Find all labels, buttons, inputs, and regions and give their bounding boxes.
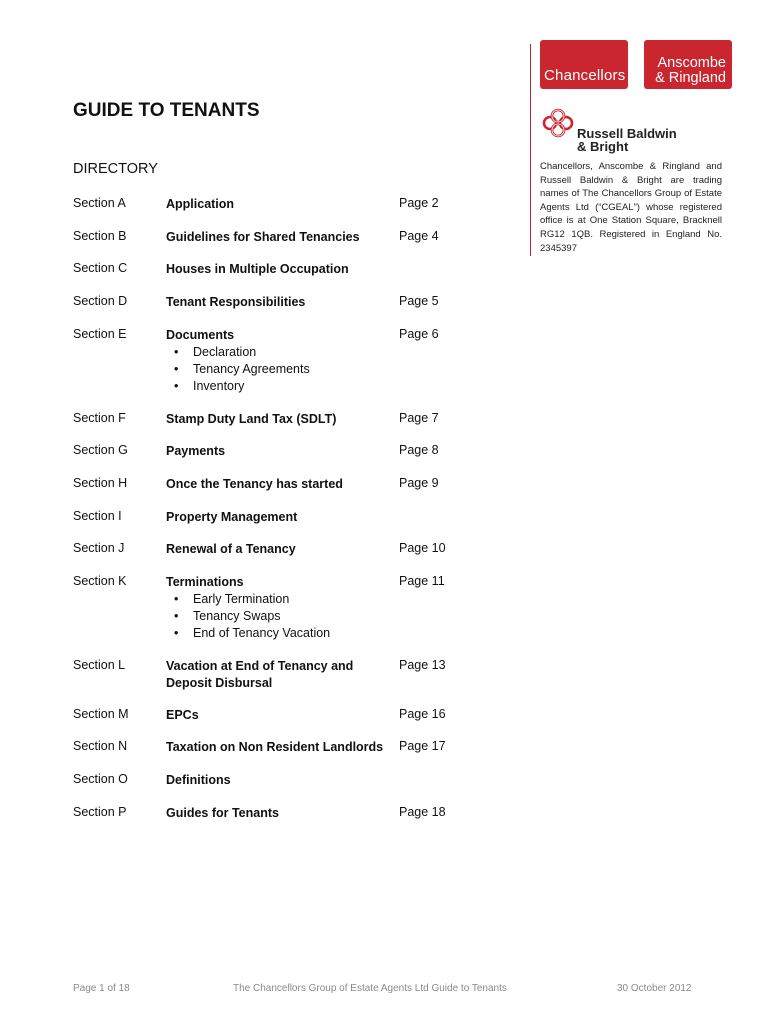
section-label: Section N xyxy=(73,739,128,753)
section-title: Property Management xyxy=(166,510,298,524)
section-title: Taxation on Non Resident Landlords xyxy=(166,740,384,754)
section-title: Vacation at End of Tenancy and Deposit Disbursal xyxy=(166,659,354,690)
section-title: Guides for Tenants xyxy=(166,806,279,820)
section-title: Houses in Multiple Occupation xyxy=(166,262,349,276)
section-title: EPCs xyxy=(166,708,199,722)
section-label: Section F xyxy=(73,411,126,425)
section-subitem: • End of Tenancy Vacation xyxy=(166,625,330,642)
footer-date: 30 October 2012 xyxy=(617,983,692,994)
section-title: Definitions xyxy=(166,773,231,787)
section-subitem: • Inventory xyxy=(166,378,310,395)
section-page-number: Page 18 xyxy=(399,805,446,819)
rbb-logo-line2: & Bright xyxy=(577,139,629,154)
section-subitem: • Tenancy Swaps xyxy=(166,608,330,625)
ringland-logo-text: & Ringland xyxy=(655,70,726,86)
footer-document-title: The Chancellors Group of Estate Agents Ltd Guide to Tenants xyxy=(233,983,507,994)
section-subitem: • Declaration xyxy=(166,344,310,361)
section-subitem: • Early Termination xyxy=(166,591,330,608)
section-label: Section K xyxy=(73,574,127,588)
section-label: Section L xyxy=(73,658,126,672)
knot-emblem-icon xyxy=(540,108,576,138)
section-subitems xyxy=(166,344,310,395)
section-title: Application xyxy=(166,197,235,211)
russell-baldwin-bright-logo xyxy=(540,108,690,154)
section-page-number: Page 7 xyxy=(399,411,439,425)
section-page-number: Page 4 xyxy=(399,229,439,243)
section-label: Section C xyxy=(73,261,128,275)
section-label: Section E xyxy=(73,327,127,341)
section-page-number: Page 9 xyxy=(399,476,439,490)
section-page-number: Page 2 xyxy=(399,196,439,210)
section-label: Section B xyxy=(73,229,127,243)
section-title: Stamp Duty Land Tax (SDLT) xyxy=(166,412,337,426)
section-label: Section D xyxy=(73,294,128,308)
header-divider-line xyxy=(530,44,531,256)
section-title: Renewal of a Tenancy xyxy=(166,542,296,556)
chancellors-logo xyxy=(540,40,628,89)
section-title: Guidelines for Shared Tenancies xyxy=(166,230,360,244)
company-registration-note: Chancellors, Anscombe & Ringland and Russell Baldwin & Bright are trading names of The Chancellors Group of Estate Agents Ltd (“CGEAL”) whose registered office is at One Station Square, Bracknell RG12 1QB. Registered in England No. 2345397 xyxy=(540,161,722,254)
section-page-number: Page 8 xyxy=(399,443,439,457)
section-label: Section O xyxy=(73,772,128,786)
section-page-number: Page 11 xyxy=(399,574,445,588)
footer-page-number: Page 1 of 18 xyxy=(73,983,130,994)
section-label: Section A xyxy=(73,196,126,210)
section-page-number: Page 16 xyxy=(399,707,446,721)
anscombe-ringland-logo xyxy=(644,40,732,89)
section-subitems xyxy=(166,591,330,642)
chancellors-logo-text: Chancellors xyxy=(544,67,626,84)
section-label: Section P xyxy=(73,805,127,819)
section-subitem: • Tenancy Agreements xyxy=(166,361,310,378)
page-title: GUIDE TO TENANTS xyxy=(73,100,260,121)
section-label: Section J xyxy=(73,541,125,555)
anscombe-logo-text: Anscombe xyxy=(657,55,726,71)
section-title: Payments xyxy=(166,444,226,458)
section-label: Section M xyxy=(73,707,129,721)
rbb-logo-line1: Russell Baldwin xyxy=(577,126,677,141)
section-page-number: Page 10 xyxy=(399,541,446,555)
section-label: Section G xyxy=(73,443,128,457)
directory-heading: DIRECTORY xyxy=(73,161,158,177)
section-title: Documents xyxy=(166,328,235,342)
section-page-number: Page 6 xyxy=(399,327,439,341)
section-title: Terminations xyxy=(166,575,244,589)
section-page-number: Page 13 xyxy=(399,658,446,672)
section-title: Once the Tenancy has started xyxy=(166,477,343,491)
section-label: Section I xyxy=(73,509,122,523)
section-page-number: Page 5 xyxy=(399,294,439,308)
section-page-number: Page 17 xyxy=(399,739,446,753)
section-label: Section H xyxy=(73,476,128,490)
section-title: Tenant Responsibilities xyxy=(166,295,306,309)
